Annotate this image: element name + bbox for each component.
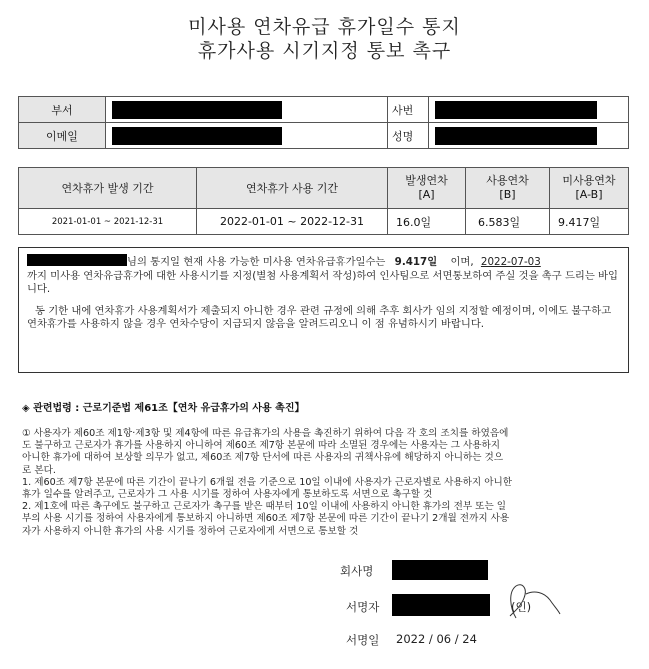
leave-cell-generated: 16.0일 [388, 209, 466, 235]
law-line: 부의 사용 시기를 정하여 사용자에게 통보하지 아니하면 제60조 제7항 본문에 따른 기간이 끝나기 2개월 전까지 사용 [22, 513, 510, 525]
email-label: 이메일 [19, 123, 106, 149]
name-value [429, 123, 629, 149]
leave-cell-period: 2021-01-01 ~ 2021-12-31 [19, 209, 197, 235]
redacted-block [435, 127, 597, 145]
law-title: ◈ 관련법령 : 근로기준법 제61조【연차 유급휴가의 사용 촉진】 [22, 403, 305, 414]
redacted-company [392, 560, 488, 580]
law-line: 자가 사용하지 아니한 휴가의 사용 시기를 정하여 근로자에게 서면으로 통보할 것 [22, 525, 359, 537]
notice-box [18, 247, 629, 373]
law-line: 도 불구하고 근로자가 휴가를 사용하지 아니하여 제60조 제7항 본문에 따라 소멸된 경우에는 사용자는 그 사용하지 [22, 440, 501, 452]
law-line: 로 본다. [22, 464, 56, 476]
name-label: 성명 [388, 123, 429, 149]
notice-text-a: 님의 통지일 현재 사용 가능한 미사용 연차유급휴가일수는 [127, 256, 386, 268]
unused-days-highlight: 9.417일 [394, 256, 438, 268]
leave-header-use-period: 연차휴가 사용 기간 [197, 168, 388, 209]
dept-label: 부서 [19, 97, 106, 123]
law-line: 2. 제1호에 따른 촉구에도 불구하고 근로자가 촉구를 받은 때부터 10일 이내에 사용하지 아니한 휴가의 전부 또는 일 [22, 501, 507, 513]
law-line: ① 사용자가 제60조 제1항·제3항 및 제4항에 따른 유급휴가의 사용을 촉진하기 위하여 다음 각 호의 조치를 하였음에 [22, 428, 509, 439]
law-line: 아니한 휴가에 대하여 보상할 의무가 없고, 제60조 제7항 단서에 따른 사용자의 귀책사유에 해당하지 아니하는 것으 [22, 452, 504, 464]
leave-cell-use-period: 2022-01-01 ~ 2022-12-31 [197, 209, 388, 235]
redacted-name [27, 254, 127, 266]
seal-label: (인) [511, 600, 532, 614]
handwritten-signature-icon [496, 578, 562, 624]
redacted-block [435, 101, 597, 119]
email-value [106, 123, 388, 149]
sign-date-value: 2022 / 06 / 24 [396, 632, 477, 646]
redacted-block [112, 127, 282, 145]
title-line-2: 휴가사용 시기지정 통보 촉구 [197, 40, 452, 62]
leave-header-used: 사용연차 [B] [466, 168, 550, 209]
law-line: 1. 제60조 제7항 본문에 따른 기간이 끝나기 6개월 전을 기준으로 10일 이내에 사용자가 근로자별로 사용하지 아니한 [22, 476, 513, 488]
deadline-date: 2022-07-03 [480, 256, 541, 268]
redacted-signer [392, 594, 490, 616]
leave-header-period: 연차휴가 발생 기간 [19, 168, 197, 209]
notice-paragraph-2: 동 기한 내에 연차휴가 사용계획서가 제출되지 아니한 경우 관련 규정에 의해 추후 회사가 임의 지정할 예정이며, 이에도 불구하고 연차휴가를 사용하지 않을 경우 연차수당이 지급되지 않음을 알려드리오니 이 점 유념하시기 바랍니다. [27, 304, 612, 331]
sign-date-label: 서명일 [346, 633, 380, 647]
employee-info-table [18, 96, 629, 149]
law-text [22, 428, 632, 538]
notice-text-c: 까지 미사용 연차유급휴가에 대한 사용시기를 지정(별첨 사용계획서 작성)하여 인사팀으로 서면통보하여 주실 것을 촉구 드리는 바입니다. [27, 269, 618, 296]
notice-text-b: 이며, [450, 256, 474, 268]
leave-header-generated: 발생연차 [A] [388, 168, 466, 209]
leave-cell-used: 6.583일 [466, 209, 550, 235]
signer-label: 서명자 [346, 600, 380, 614]
leave-header-unused: 미사용연차 [A-B] [550, 168, 629, 209]
leave-table [18, 167, 629, 235]
leave-cell-unused: 9.417일 [550, 209, 629, 235]
notice-paragraph-1 [27, 254, 622, 297]
redacted-block [112, 101, 282, 119]
emp-no-value [429, 97, 629, 123]
emp-no-label: 사번 [388, 97, 429, 123]
title-line-1: 미사용 연차유급 휴가일수 통지 [188, 16, 461, 38]
law-line: 휴가 일수를 알려주고, 근로자가 그 사용 시기를 정하여 사용자에게 통보하도록 서면으로 촉구할 것 [22, 489, 433, 501]
company-label: 회사명 [340, 564, 374, 578]
dept-value [106, 97, 388, 123]
